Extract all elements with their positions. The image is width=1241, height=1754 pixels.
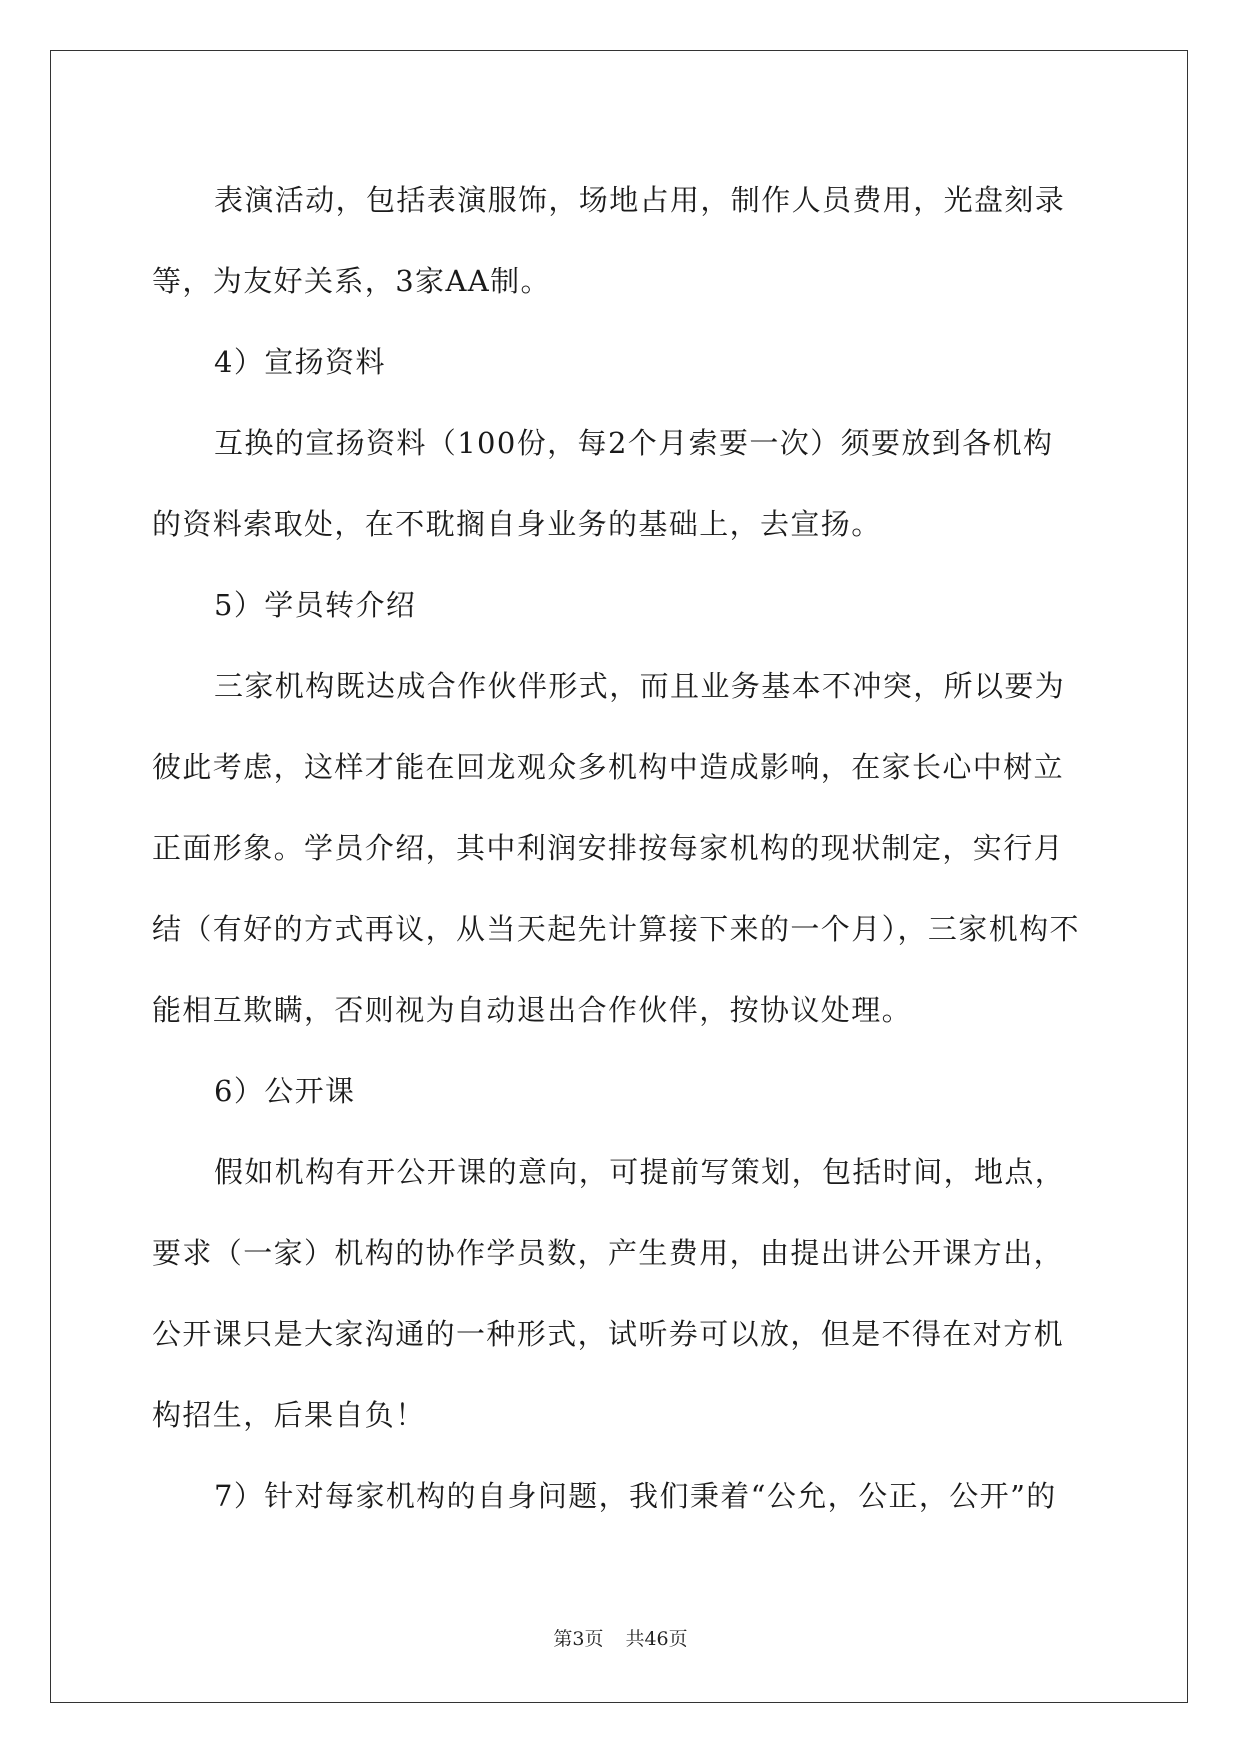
section-heading: 4）宣扬资料 (214, 345, 386, 379)
paragraph-line: 表演活动，包括表演服饰，场地占用，制作人员费用，光盘刻录 (214, 183, 1066, 217)
paragraph-line: 的资料索取处，在不耽搁自身业务的基础上，去宣扬。 (152, 507, 882, 541)
section-heading: 5）学员转介绍 (214, 588, 417, 622)
paragraph-line: 彼此考虑，这样才能在回龙观众多机构中造成影响，在家长心中树立 (152, 750, 1065, 784)
paragraph-line: 结（有好的方式再议，从当天起先计算接下来的一个月），三家机构不 (152, 912, 1080, 946)
section-heading: 6）公开课 (214, 1074, 356, 1108)
document-body (152, 160, 1092, 1537)
paragraph-line: 能相互欺瞒，否则视为自动退出合作伙伴，按协议处理。 (152, 993, 913, 1027)
paragraph-line: 7）针对每家机构的自身问题，我们秉着“公允，公正，公开”的 (214, 1479, 1057, 1513)
paragraph-line: 互换的宣扬资料（100份，每2个月索要一次）须要放到各机构 (214, 426, 1054, 460)
page-number: 第3页 (553, 1628, 604, 1650)
paragraph-line: 假如机构有开公开课的意向，可提前写策划，包括时间，地点， (214, 1155, 1066, 1189)
paragraph-line: 正面形象。学员介绍，其中利润安排按每家机构的现状制定，实行月 (152, 831, 1065, 865)
page-footer (0, 1624, 1241, 1651)
page-total: 共46页 (625, 1628, 688, 1650)
paragraph-line: 公开课只是大家沟通的一种形式，试听券可以放，但是不得在对方机 (152, 1317, 1065, 1351)
paragraph-line: 三家机构既达成合作伙伴形式，而且业务基本不冲突，所以要为 (214, 669, 1066, 703)
paragraph-line: 构招生，后果自负！ (152, 1398, 426, 1432)
paragraph-line: 等，为友好关系，3家AA制。 (152, 264, 551, 298)
paragraph-line: 要求（一家）机构的协作学员数，产生费用，由提出讲公开课方出， (152, 1236, 1065, 1270)
